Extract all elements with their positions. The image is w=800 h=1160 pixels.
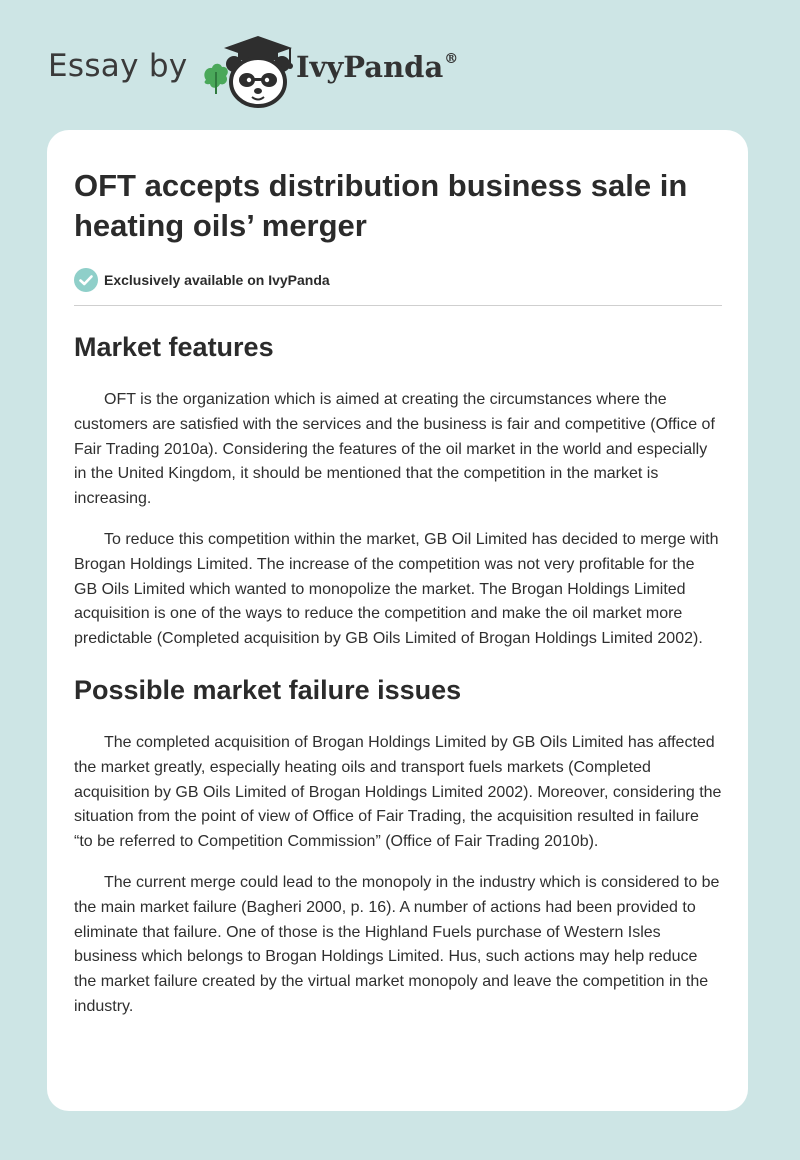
brand-name: IvyPanda® <box>296 50 459 84</box>
section-market-failure <box>74 673 722 1020</box>
article-title: OFT accepts distribution business sale in heating oils’ merger <box>74 168 688 243</box>
article-card <box>47 130 748 1111</box>
section-heading: Possible market failure issues <box>74 674 462 705</box>
divider <box>74 305 722 306</box>
exclusive-label: Exclusively available on IvyPanda <box>104 272 330 288</box>
paragraph: To reduce this competition within the market, GB Oil Limited has decided to merge with Brogan Holdings Limited. The increase of the competition was not very profitable for the GB Oils Limited which wanted to monopolize the market. The Brogan Holdings Limited acquisition is one of the ways to reduce the competition and make the oil market more predictable (Completed acquisition by GB Oils Limited of Brogan Holdings Limited 2002). <box>74 530 719 648</box>
paragraph: The current merge could lead to the monopoly in the industry which is considered to be the main market failure (Bagheri 2000, p. 16). A number of actions had been provided to eliminate that failure. One of those is the Highland Fuels purchase of Western Isles business which belongs to Brogan Holdings Limited. Hus, such actions may help reduce the market failure created by the virtual market monopoly and leave the competition in the industry. <box>74 873 720 1015</box>
section-market-features <box>74 330 722 652</box>
paragraph: OFT is the organization which is aimed at creating the circumstances where the customers are satisfied with the services and the business is fair and competitive (Office of Fair Trading 2010a). Considering the features of the oil market in the world and especially in the United Kingdom, it should be mentioned that the competition in the market is increasing. <box>74 391 715 508</box>
registered-mark: ® <box>444 51 459 67</box>
brand-prefix: Essay by <box>48 48 188 84</box>
section-heading: Market features <box>74 332 274 362</box>
brand-header[interactable] <box>48 34 508 110</box>
exclusive-badge <box>74 267 722 293</box>
paragraph: The completed acquisition of Brogan Holdings Limited by GB Oils Limited has affected the market greatly, especially heating oils and transport fuels markets (Completed acquisition by GB Oils Limited of Brogan Holdings Limited 2002). Moreover, considering the situation from the point of view of Office of Fair Trading, the acquisition resulted in failure “to be referred to Competition Commission” (Office of Fair Trading 2010b). <box>74 733 722 851</box>
ivy-leaf-icon <box>204 64 227 94</box>
check-badge-icon <box>74 268 98 292</box>
panda-graduate-icon <box>200 36 296 108</box>
